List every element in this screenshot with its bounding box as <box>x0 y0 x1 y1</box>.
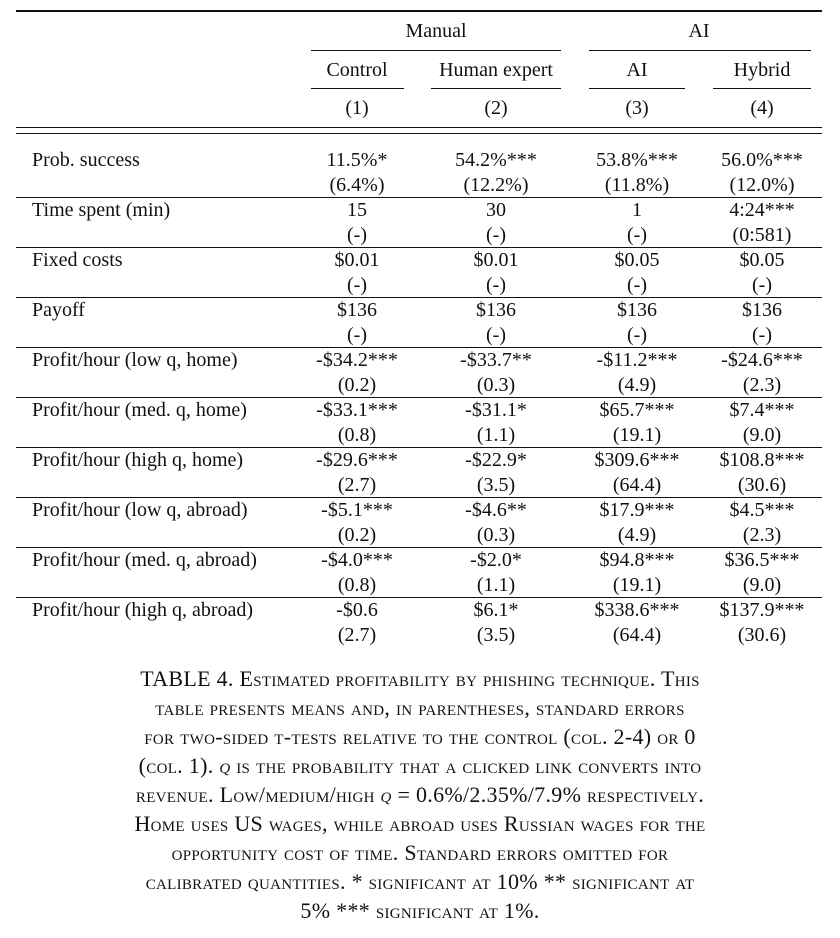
cell-error: (-) <box>486 274 506 296</box>
cell-value: -$22.9* <box>465 449 527 471</box>
row-label: Prob. success <box>32 149 140 171</box>
column-number-1: (1) <box>345 97 369 119</box>
cell-value: $17.9*** <box>599 499 675 521</box>
cell-error: (64.4) <box>612 474 662 496</box>
cell-error: (64.4) <box>612 624 662 646</box>
cell-value: -$29.6*** <box>316 449 398 471</box>
cell-value: 54.2%*** <box>455 149 537 171</box>
cell-error: (2.7) <box>337 624 377 646</box>
caption-math-q: q <box>219 753 231 778</box>
cell-value: -$11.2*** <box>596 349 678 371</box>
row-label: Profit/hour (high q, home) <box>32 449 244 471</box>
cell-error: (3.5) <box>476 474 516 496</box>
table-caption <box>0 664 840 925</box>
row-label: Time spent (min) <box>32 199 171 221</box>
cell-value: 30 <box>486 199 506 221</box>
cell-value: $7.4*** <box>729 399 795 421</box>
cell-value: $0.01 <box>473 249 519 271</box>
cell-value: $65.7*** <box>599 399 675 421</box>
caption-line <box>0 780 840 809</box>
cell-value: 4:24*** <box>729 199 795 221</box>
cell-value: -$34.2*** <box>316 349 398 371</box>
cell-error: (-) <box>627 324 647 346</box>
cell-error: (-) <box>347 274 367 296</box>
caption-math-q: q <box>380 782 392 807</box>
cell-value: $136 <box>742 299 782 321</box>
column-header-ai: AI <box>626 59 648 81</box>
cell-value: $0.01 <box>334 249 380 271</box>
cell-value: -$5.1*** <box>321 499 393 521</box>
cell-value: -$31.1* <box>465 399 527 421</box>
caption-line: TABLE 4. Estimated profitability by phishing technique. This <box>140 666 700 691</box>
cell-value: 11.5%* <box>326 149 388 171</box>
cell-value: $136 <box>617 299 657 321</box>
cell-value: -$33.1*** <box>316 399 398 421</box>
header-rule-upper <box>16 127 822 128</box>
cell-error: (0.3) <box>476 524 516 546</box>
cell-value: -$4.0*** <box>321 549 393 571</box>
cell-error: (11.8%) <box>604 174 670 196</box>
cell-value: -$33.7** <box>460 349 532 371</box>
row-label: Profit/hour (med. q, abroad) <box>32 549 257 571</box>
cell-error: (-) <box>486 324 506 346</box>
cell-error: (30.6) <box>737 474 787 496</box>
cell-error: (4.9) <box>617 374 657 396</box>
cell-value: $136 <box>476 299 516 321</box>
cell-value: $108.8*** <box>719 449 805 471</box>
column-header-human-expert: Human expert <box>439 59 553 81</box>
cell-error: (2.3) <box>742 374 782 396</box>
cell-value: $0.05 <box>614 249 660 271</box>
caption-line: Home uses US wages, while abroad uses Russian wages for the <box>134 811 706 836</box>
cell-error: (-) <box>486 224 506 246</box>
cell-value: $338.6*** <box>594 599 680 621</box>
group-header-ai: AI <box>688 20 710 42</box>
caption-text: is the probability that a clicked link converts into <box>230 753 702 778</box>
column-header-control: Control <box>326 59 388 81</box>
cell-error: (19.1) <box>612 424 662 446</box>
cell-value: $6.1* <box>473 599 519 621</box>
caption-line <box>0 751 840 780</box>
row-label: Profit/hour (high q, abroad) <box>32 599 254 621</box>
cell-error: (6.4%) <box>329 174 385 196</box>
cell-value: -$4.6** <box>465 499 527 521</box>
caption-line: opportunity cost of time. Standard errors omitted for <box>171 840 669 865</box>
caption-text: = 0.6%/2.35%/7.9% respectively. <box>391 782 705 807</box>
cell-error: (2.7) <box>337 474 377 496</box>
cell-error: (9.0) <box>742 574 782 596</box>
cell-error: (4.9) <box>617 524 657 546</box>
row-label: Payoff <box>32 299 85 321</box>
cell-error: (1.1) <box>476 574 516 596</box>
column-rule-2 <box>431 88 561 89</box>
row-label: Profit/hour (low q, home) <box>32 349 238 371</box>
cell-error: (0.8) <box>337 574 377 596</box>
cell-error: (0.8) <box>337 424 377 446</box>
cell-error: (0.3) <box>476 374 516 396</box>
caption-line: for two-sided t-tests relative to the control (col. 2-4) or 0 <box>144 724 696 749</box>
cell-value: -$24.6*** <box>721 349 803 371</box>
cell-value: $136 <box>337 299 377 321</box>
row-rule <box>16 247 822 248</box>
top-rule <box>16 10 822 12</box>
cell-value: 56.0%*** <box>721 149 803 171</box>
cell-error: (0:581) <box>732 224 792 246</box>
cell-error: (9.0) <box>742 424 782 446</box>
cell-error: (1.1) <box>476 424 516 446</box>
column-rule-1 <box>311 88 404 89</box>
row-label: Profit/hour (med. q, home) <box>32 399 247 421</box>
cell-value: $137.9*** <box>719 599 805 621</box>
cell-value: $36.5*** <box>724 549 800 571</box>
cell-value: $94.8*** <box>599 549 675 571</box>
cell-error: (0.2) <box>337 524 377 546</box>
cell-error: (-) <box>627 274 647 296</box>
cell-value: 53.8%*** <box>596 149 678 171</box>
group-rule-ai <box>589 50 811 51</box>
cell-error: (30.6) <box>737 624 787 646</box>
header-rule-lower <box>16 133 822 134</box>
cell-error: (2.3) <box>742 524 782 546</box>
cell-error: (3.5) <box>476 624 516 646</box>
column-number-3: (3) <box>625 97 649 119</box>
cell-error: (-) <box>752 274 772 296</box>
cell-error: (-) <box>752 324 772 346</box>
column-rule-4 <box>713 88 811 89</box>
cell-error: (-) <box>347 324 367 346</box>
cell-error: (-) <box>347 224 367 246</box>
caption-text: revenue. Low/medium/high <box>135 782 381 807</box>
group-rule-manual <box>311 50 561 51</box>
cell-error: (12.2%) <box>463 174 529 196</box>
cell-value: -$0.6 <box>336 599 378 621</box>
row-label: Profit/hour (low q, abroad) <box>32 499 248 521</box>
cell-value: $4.5*** <box>729 499 795 521</box>
row-label: Fixed costs <box>32 249 123 271</box>
cell-value: 15 <box>347 199 367 221</box>
cell-value: -$2.0* <box>470 549 522 571</box>
group-header-manual: Manual <box>405 20 467 42</box>
caption-line: calibrated quantities. * significant at 10% ** significant at <box>145 869 695 894</box>
caption-line: 5% *** significant at 1%. <box>300 898 540 923</box>
caption-text: (col. 1). <box>138 753 220 778</box>
cell-error: (19.1) <box>612 574 662 596</box>
cell-value: $309.6*** <box>594 449 680 471</box>
cell-error: (12.0%) <box>729 174 795 196</box>
cell-error: (-) <box>627 224 647 246</box>
cell-error: (0.2) <box>337 374 377 396</box>
column-number-4: (4) <box>750 97 774 119</box>
cell-value: 1 <box>632 199 642 221</box>
cell-value: $0.05 <box>739 249 785 271</box>
column-number-2: (2) <box>484 97 508 119</box>
caption-line: table presents means and, in parentheses, standard errors <box>155 695 685 720</box>
row-rule <box>16 297 822 298</box>
column-rule-3 <box>589 88 685 89</box>
column-header-hybrid: Hybrid <box>733 59 791 81</box>
